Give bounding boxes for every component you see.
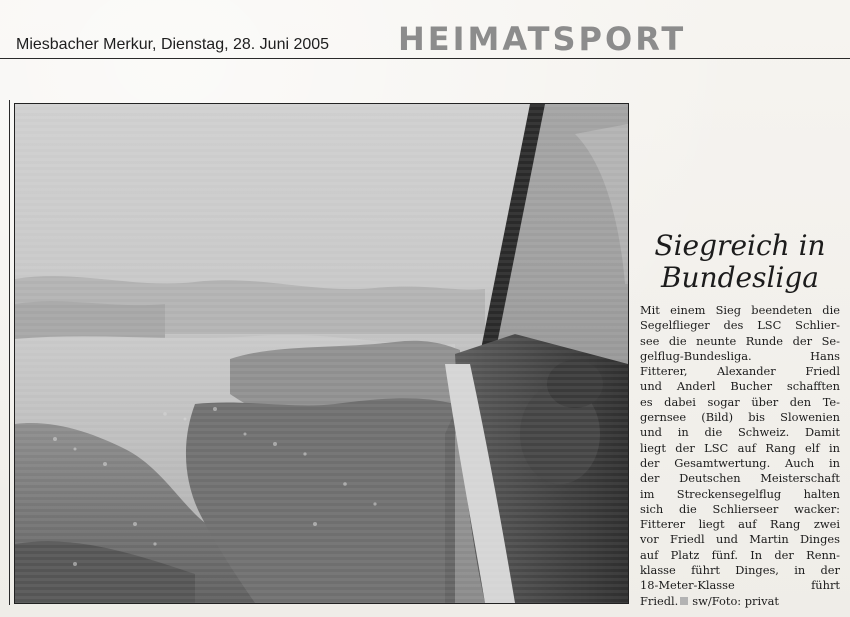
column-divider [9,100,10,605]
body-line: und Anderl Bucher schafften [640,379,840,394]
article-body [640,303,840,609]
headline-line-2: Bundesliga [660,261,820,294]
body-line: Fitterer liegt auf Rang zwei [640,517,840,532]
aerial-photo-image [15,104,628,603]
final-word: Friedl. [640,593,679,608]
body-line: der Deutschen Meisterschaft [640,471,840,486]
article-headline [640,230,840,294]
body-line: klasse führt Dinges, in der [640,563,840,578]
body-line: auf Platz fünf. In der Renn- [640,547,840,562]
body-line: see die neunte Runde der Se- [640,333,840,348]
header-divider [0,58,850,59]
body-line: vor Friedl und Martin Dinges [640,532,840,547]
body-line-final [640,594,840,609]
body-line: und in die Schweiz. Damit [640,425,840,440]
headline-line-1: Siegreich in [654,229,826,262]
body-line: im Streckensegelflug halten [640,486,840,501]
body-line: gelflug-Bundesliga. Hans [640,348,840,363]
publication-dateline: Miesbacher Merkur, Dienstag, 28. Juni 2005 [16,36,330,53]
photo-credit: sw/Foto: privat [692,593,779,608]
section-heading: HEIMATSPORT [398,20,687,58]
body-line: Mit einem Sieg beendeten die [640,303,840,317]
article-photo [14,103,629,604]
body-line: gernsee (Bild) bis Slowenien [640,410,840,425]
end-mark-square-icon [680,597,688,605]
body-line: Segelflieger des LSC Schlier- [640,318,840,333]
body-line: sich die Schlierseer wacker: [640,501,840,516]
body-line: es dabei sogar über den Te- [640,394,840,409]
body-line: Fitterer, Alexander Friedl [640,364,840,379]
body-line: liegt der LSC auf Rang elf in [640,440,840,455]
body-line: 18-Meter-Klasse führt [640,578,840,593]
body-line: der Gesamtwertung. Auch in [640,455,840,470]
